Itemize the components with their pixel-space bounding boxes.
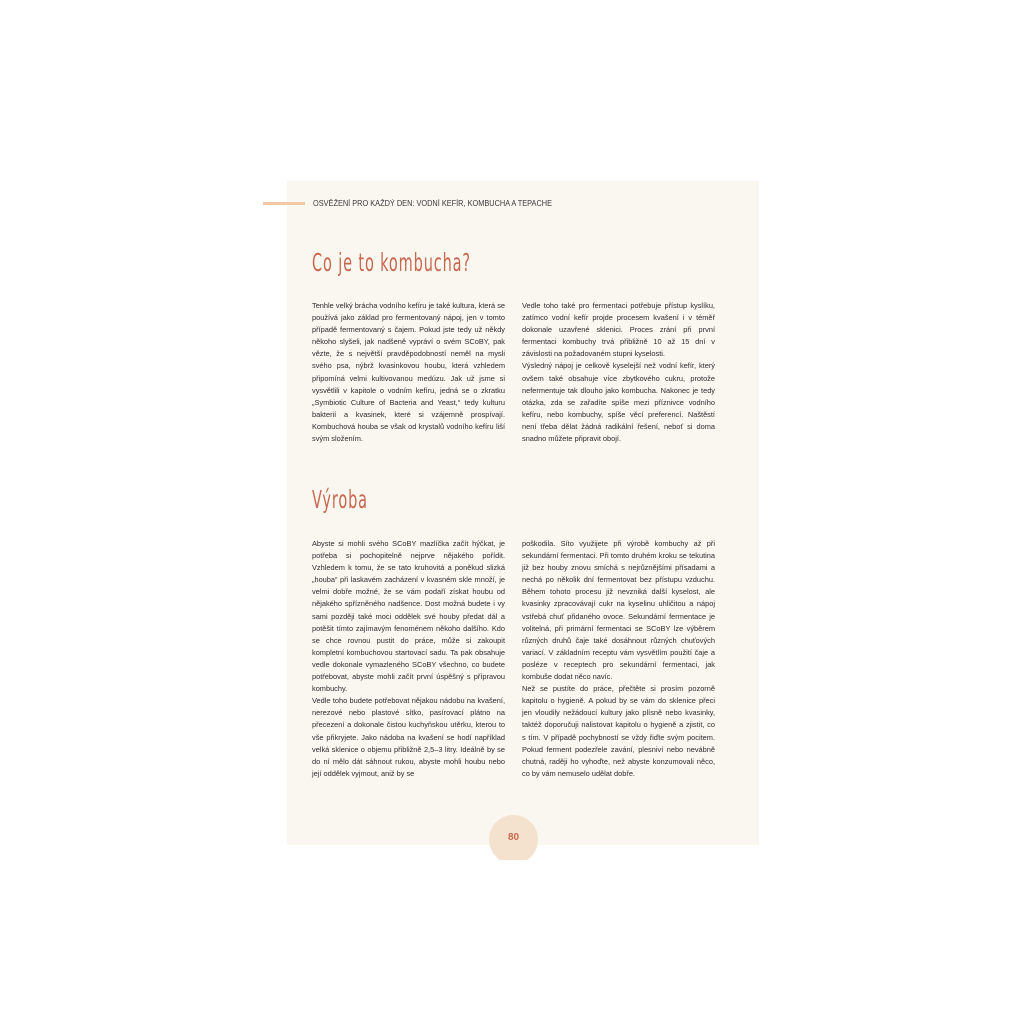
running-header: OSVĚŽENÍ PRO KAŽDÝ DEN: VODNÍ KEFÍR, KOMBUCHA A TEPACHE: [313, 199, 552, 208]
header-rule: [263, 202, 305, 205]
section-2-column-2: [522, 538, 715, 780]
section-title-vyroba: Výroba: [312, 485, 368, 514]
paragraph: Vedle toho budete potřebovat nějakou nádobu na kvašení, nerezové nebo plastové sítko, pasírovací plátno na přecezení a dokonale čistou kuchyňskou utěrku, kterou to vše přikryjete. Jako nádoba na kvašení se hodí například velká sklenice o objemu přibližně 2,5–3 litry. Ideálně by se do ní mělo dát sáhnout rukou, abyste mohli houbu nebo její oddělek vyjmout, aniž by se: [312, 696, 505, 778]
section-1-column-2: [522, 300, 715, 445]
paragraph: poškodila. Síto využijete při výrobě kombuchy až při sekundární fermentaci. Při tomto druhém kroku se tekutina již bez houby znovu smíchá s nejrůznějšími přísadami a nechá po několik dní fermentovat bez přístupu vzduchu. Během tohoto procesu již nevzniká další kyselost, ale kvasinky zpracovávají cukr na kyselinu uhličitou a nápoj vstřebá chuť přidaného ovoce. Sekundární fermentace je volitelná, při primární fermentaci se SCoBY lze výběrem různých druhů čaje také dosáhnout různých chuťových variací. V základním receptu vám vysvětlím použití čaje a posléze v receptech pro sekundární fermentaci, jak kombuše dodat něco navíc.: [522, 539, 715, 682]
page-number: 80: [507, 832, 520, 843]
paragraph: Abyste si mohli svého SCoBY mazlíčka začít hýčkat, je potřeba si pochopitelně nejprve nějakého pořídit. Vzhledem k tomu, že se tato kruhovitá a poněkud slizká „houba“ při laskavém zacházení v kvasném skle množí, je velmi dobře možné, že se vám podaří získat houbu od nějakého spřízněného nadšence. Dost možná budete i vy sami později také moci oddělek své houby předat dál a potěšit tímto zajímavým fenoménem někoho dalšího. Kdo se chce rovnou pustit do práce, může si zakoupit kompletní kombuchovou startovací sadu. Ta pak obsahuje vedle dokonale vymazleného SCoBY všechno, co budete potřebovat, abyste mohli začít první úspěšný s přípravou kombuchy.: [312, 539, 505, 694]
section-2-column-1: [312, 538, 505, 780]
section-title-kombucha: Co je to kombucha?: [312, 248, 472, 277]
paragraph: Tenhle velký brácha vodního kefíru je také kultura, která se používá jako základ pro fermentovaný nápoj, jen v tomto případě fermentovaný s čajem. Pokud jste tedy už někdy někoho slyšeli, jak nadšeně vypráví o svém SCoBY, pak vězte, že s největší pravděpodobností neměl na mysli svého psa, nýbrž kvasinkovou houbu, která vzhledem připomíná velmi kultivovanou medúzu. Jak už jsme si vysvětlili v kapitole o vodním kefíru, jedná se o zkratku „Symbiotic Culture of Bacteria and Yeast,“ tedy kulturu bakterií a kvasinek, které si vzájemně prospívají. Kombuchová houba se však od krystalů vodního kefíru liší svým složením.: [312, 301, 505, 444]
paragraph: Vedle toho také pro fermentaci potřebuje přístup kyslíku, zatímco vodní kefír projde procesem kvašení i v téměř dokonale uzavřené sklenici. Proces zrání při první fermentaci kombuchy trvá přibližně 10 až 15 dní v závislosti na požadovaném stupni kyselosti.: [522, 301, 715, 359]
paragraph: Než se pustíte do práce, přečtěte si prosím pozorně kapitolu o hygieně. A pokud by se vám do sklenice přeci jen vloudily nežádoucí kultury jako plísně nebo kvasinky, taktéž doporučuji nalistovat kapitolu o hygieně a zjistit, co s tím. V případě pochybností se vždy řiďte svým pocitem. Pokud ferment podezřele zavání, plesniví nebo nevábně chutná, raději ho vyhoďte, než abyste konzumovali něco, co by vám nemuselo udělat dobře.: [522, 684, 715, 778]
section-1-column-1: [312, 300, 505, 445]
paragraph: Výsledný nápoj je celkově kyselejší než vodní kefír, který ovšem také obsahuje více zbytkového cukru, protože nefermentuje tak dlouho jako kombucha. Nakonec je tedy otázka, zda se zařadíte spíše mezi příznivce vodního kefíru, nebo kombuchy, spíše věcí preferencí. Naštěstí není třeba dělat žádná radikální řešení, neboť si doma snadno můžete připravit obojí.: [522, 361, 715, 444]
